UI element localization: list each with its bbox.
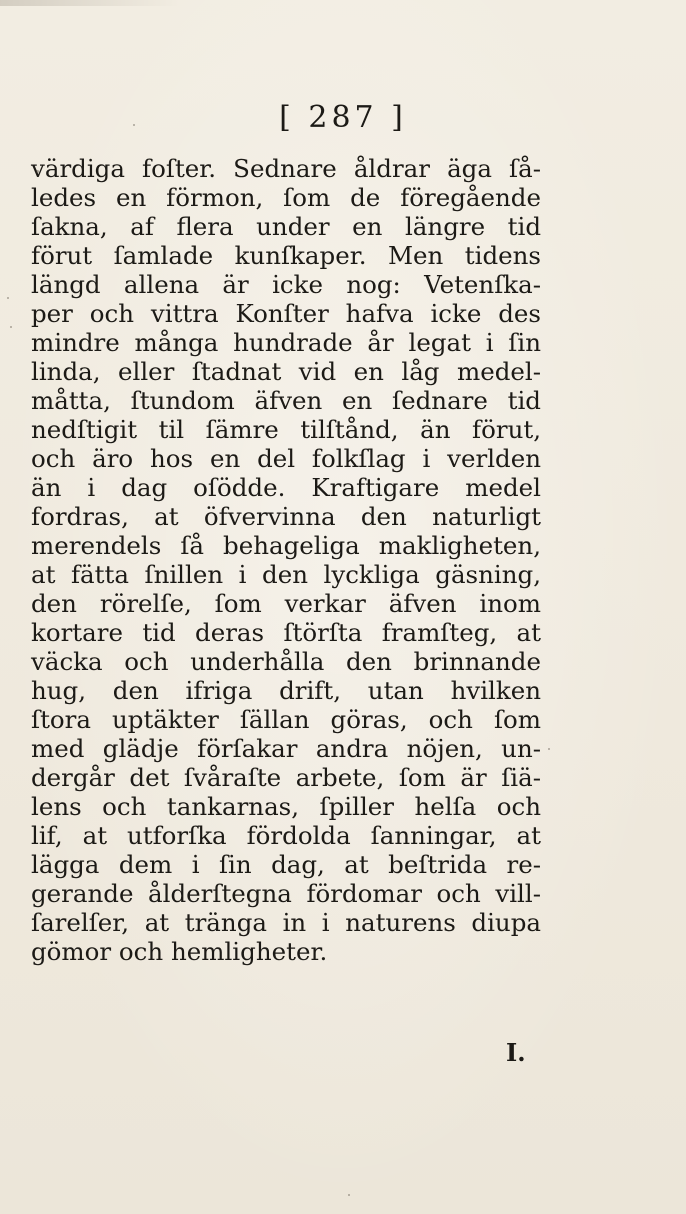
text-line: per och vittra Konſter hafva icke des [31, 299, 541, 328]
text-line: kortare tid deras ſtörſta framſteg, at [31, 618, 541, 647]
text-line: hug, den ifriga drift, utan hvilken [31, 676, 541, 705]
text-line: ſarelſer, at tränga in i naturens diupa [31, 908, 541, 937]
text-line: gömor och hemligheter. [31, 937, 328, 966]
text-line: lif, at utforſka fördolda ſanningar, at [31, 821, 541, 850]
text-line: ledes en förmon, ſom de föregående [31, 183, 541, 212]
text-line: än i dag oſödde. Kraftigare medel [31, 473, 541, 502]
text-line: väcka och underhålla den brinnande [31, 647, 541, 676]
text-line: värdiga foſter. Sednare åldrar äga ſå- [31, 154, 541, 183]
text-line: förut ſamlade kunſkaper. Men tidens [31, 241, 541, 270]
paper-speck [348, 1194, 350, 1196]
text-line: at fätta ſnillen i den lyckliga gäsning, [31, 560, 541, 589]
paper-speck [7, 297, 9, 299]
paper-speck [133, 124, 135, 126]
text-line: längd allena är icke nog: Vetenſka- [31, 270, 541, 299]
paper-speck [10, 326, 12, 328]
body-text [31, 154, 541, 966]
text-line: måtta, ſtundom äfven en ſednare tid [31, 386, 541, 415]
text-line: ſakna, af flera under en längre tid [31, 212, 541, 241]
text-line: lägga dem i ſin dag, at beſtrida re- [31, 850, 541, 879]
text-line: fordras, at öfvervinna den naturligt [31, 502, 541, 531]
text-line: dergår det ſvåraſte arbete, ſom är ſiä- [31, 763, 541, 792]
text-line: ſtora uptäkter ſällan göras, och ſom [31, 705, 541, 734]
text-line: lens och tankarnas, ſpiller helſa och [31, 792, 541, 821]
text-line: och äro hos en del folkſlag i verlden [31, 444, 541, 473]
paper-speck [548, 748, 550, 750]
text-line: gerande ålderſtegna fördomar och vill- [31, 879, 541, 908]
text-line: linda, eller ſtadnat vid en låg medel- [31, 357, 541, 386]
text-line: merendels ſå behageliga makligheten, [31, 531, 541, 560]
page-number: [ 287 ] [279, 100, 407, 135]
text-line: mindre många hundrade år legat i ſin [31, 328, 541, 357]
text-line: nedſtigit til ſämre tilſtånd, än förut, [31, 415, 541, 444]
text-line: med glädje förſakar andra nöjen, un- [31, 734, 541, 763]
page-edge-shadow [0, 0, 180, 6]
catchword: I. [506, 1038, 526, 1067]
text-line: den rörelſe, ſom verkar äfven inom [31, 589, 541, 618]
paper-speck [36, 170, 39, 173]
